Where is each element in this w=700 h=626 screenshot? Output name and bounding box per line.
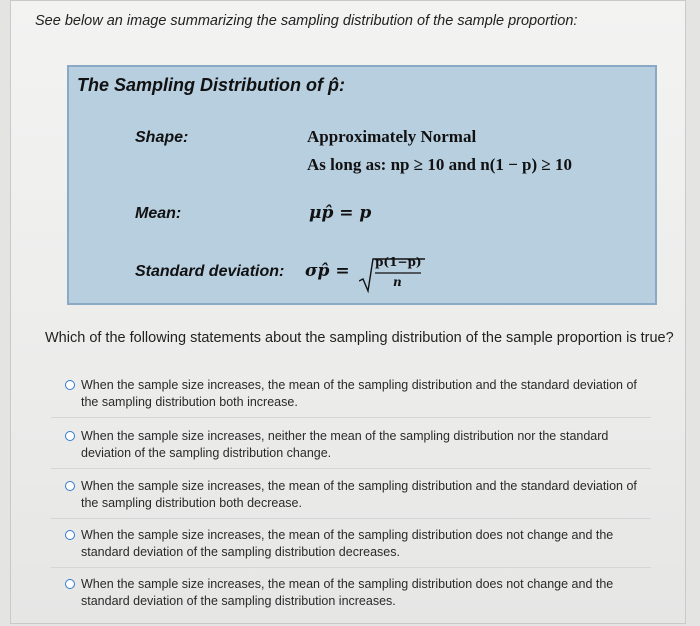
radio-button[interactable] — [65, 431, 75, 441]
mean-formula: μp̂ = p — [309, 203, 372, 223]
intro-text: See below an image summarizing the sampling distribution of the sample proportion: — [35, 13, 578, 29]
option-label: When the sample size increases, the mean of the sampling distribution does not change and the standard deviation of the sampling distribution decreases. — [81, 528, 614, 559]
shape-label: Shape: — [135, 129, 189, 146]
option-label: When the sample size increases, the mean of the sampling distribution and the standard deviation of the sampling distribution both decrease. — [81, 479, 637, 510]
radio-button[interactable] — [65, 579, 75, 589]
sd-denominator: n — [393, 275, 402, 289]
sd-lhs: σp̂ = — [305, 261, 350, 281]
answer-option-1[interactable] — [51, 377, 651, 418]
option-label: When the sample size increases, the mean of the sampling distribution and the standard deviation of the sampling distribution both increase. — [81, 378, 637, 409]
question-text: Which of the following statements about the sampling distribution of the sample proportion is true? — [45, 330, 674, 346]
option-label: When the sample size increases, the mean of the sampling distribution does not change and the standard deviation of the sampling distribution increases. — [81, 577, 614, 608]
answer-option-3[interactable] — [51, 478, 651, 519]
answer-option-5[interactable] — [51, 576, 651, 616]
radio-button[interactable] — [65, 530, 75, 540]
radio-button[interactable] — [65, 481, 75, 491]
option-label: When the sample size increases, neither the mean of the sampling distribution nor the standard deviation of the sampling distribution change. — [81, 429, 609, 460]
sqrt-formula — [359, 255, 429, 295]
summary-box — [67, 65, 657, 305]
box-title: The Sampling Distribution of p̂: — [77, 75, 345, 95]
answer-option-2[interactable] — [51, 428, 651, 469]
sd-label: Standard deviation: — [135, 263, 285, 280]
radio-button[interactable] — [65, 380, 75, 390]
answer-option-4[interactable] — [51, 527, 651, 568]
question-sheet — [10, 0, 686, 624]
mean-label: Mean: — [135, 205, 182, 222]
sd-numerator: p(1−p) — [375, 255, 422, 269]
shape-value: Approximately Normal — [307, 127, 477, 146]
shape-condition: As long as: np ≥ 10 and n(1 − p) ≥ 10 — [307, 155, 572, 174]
